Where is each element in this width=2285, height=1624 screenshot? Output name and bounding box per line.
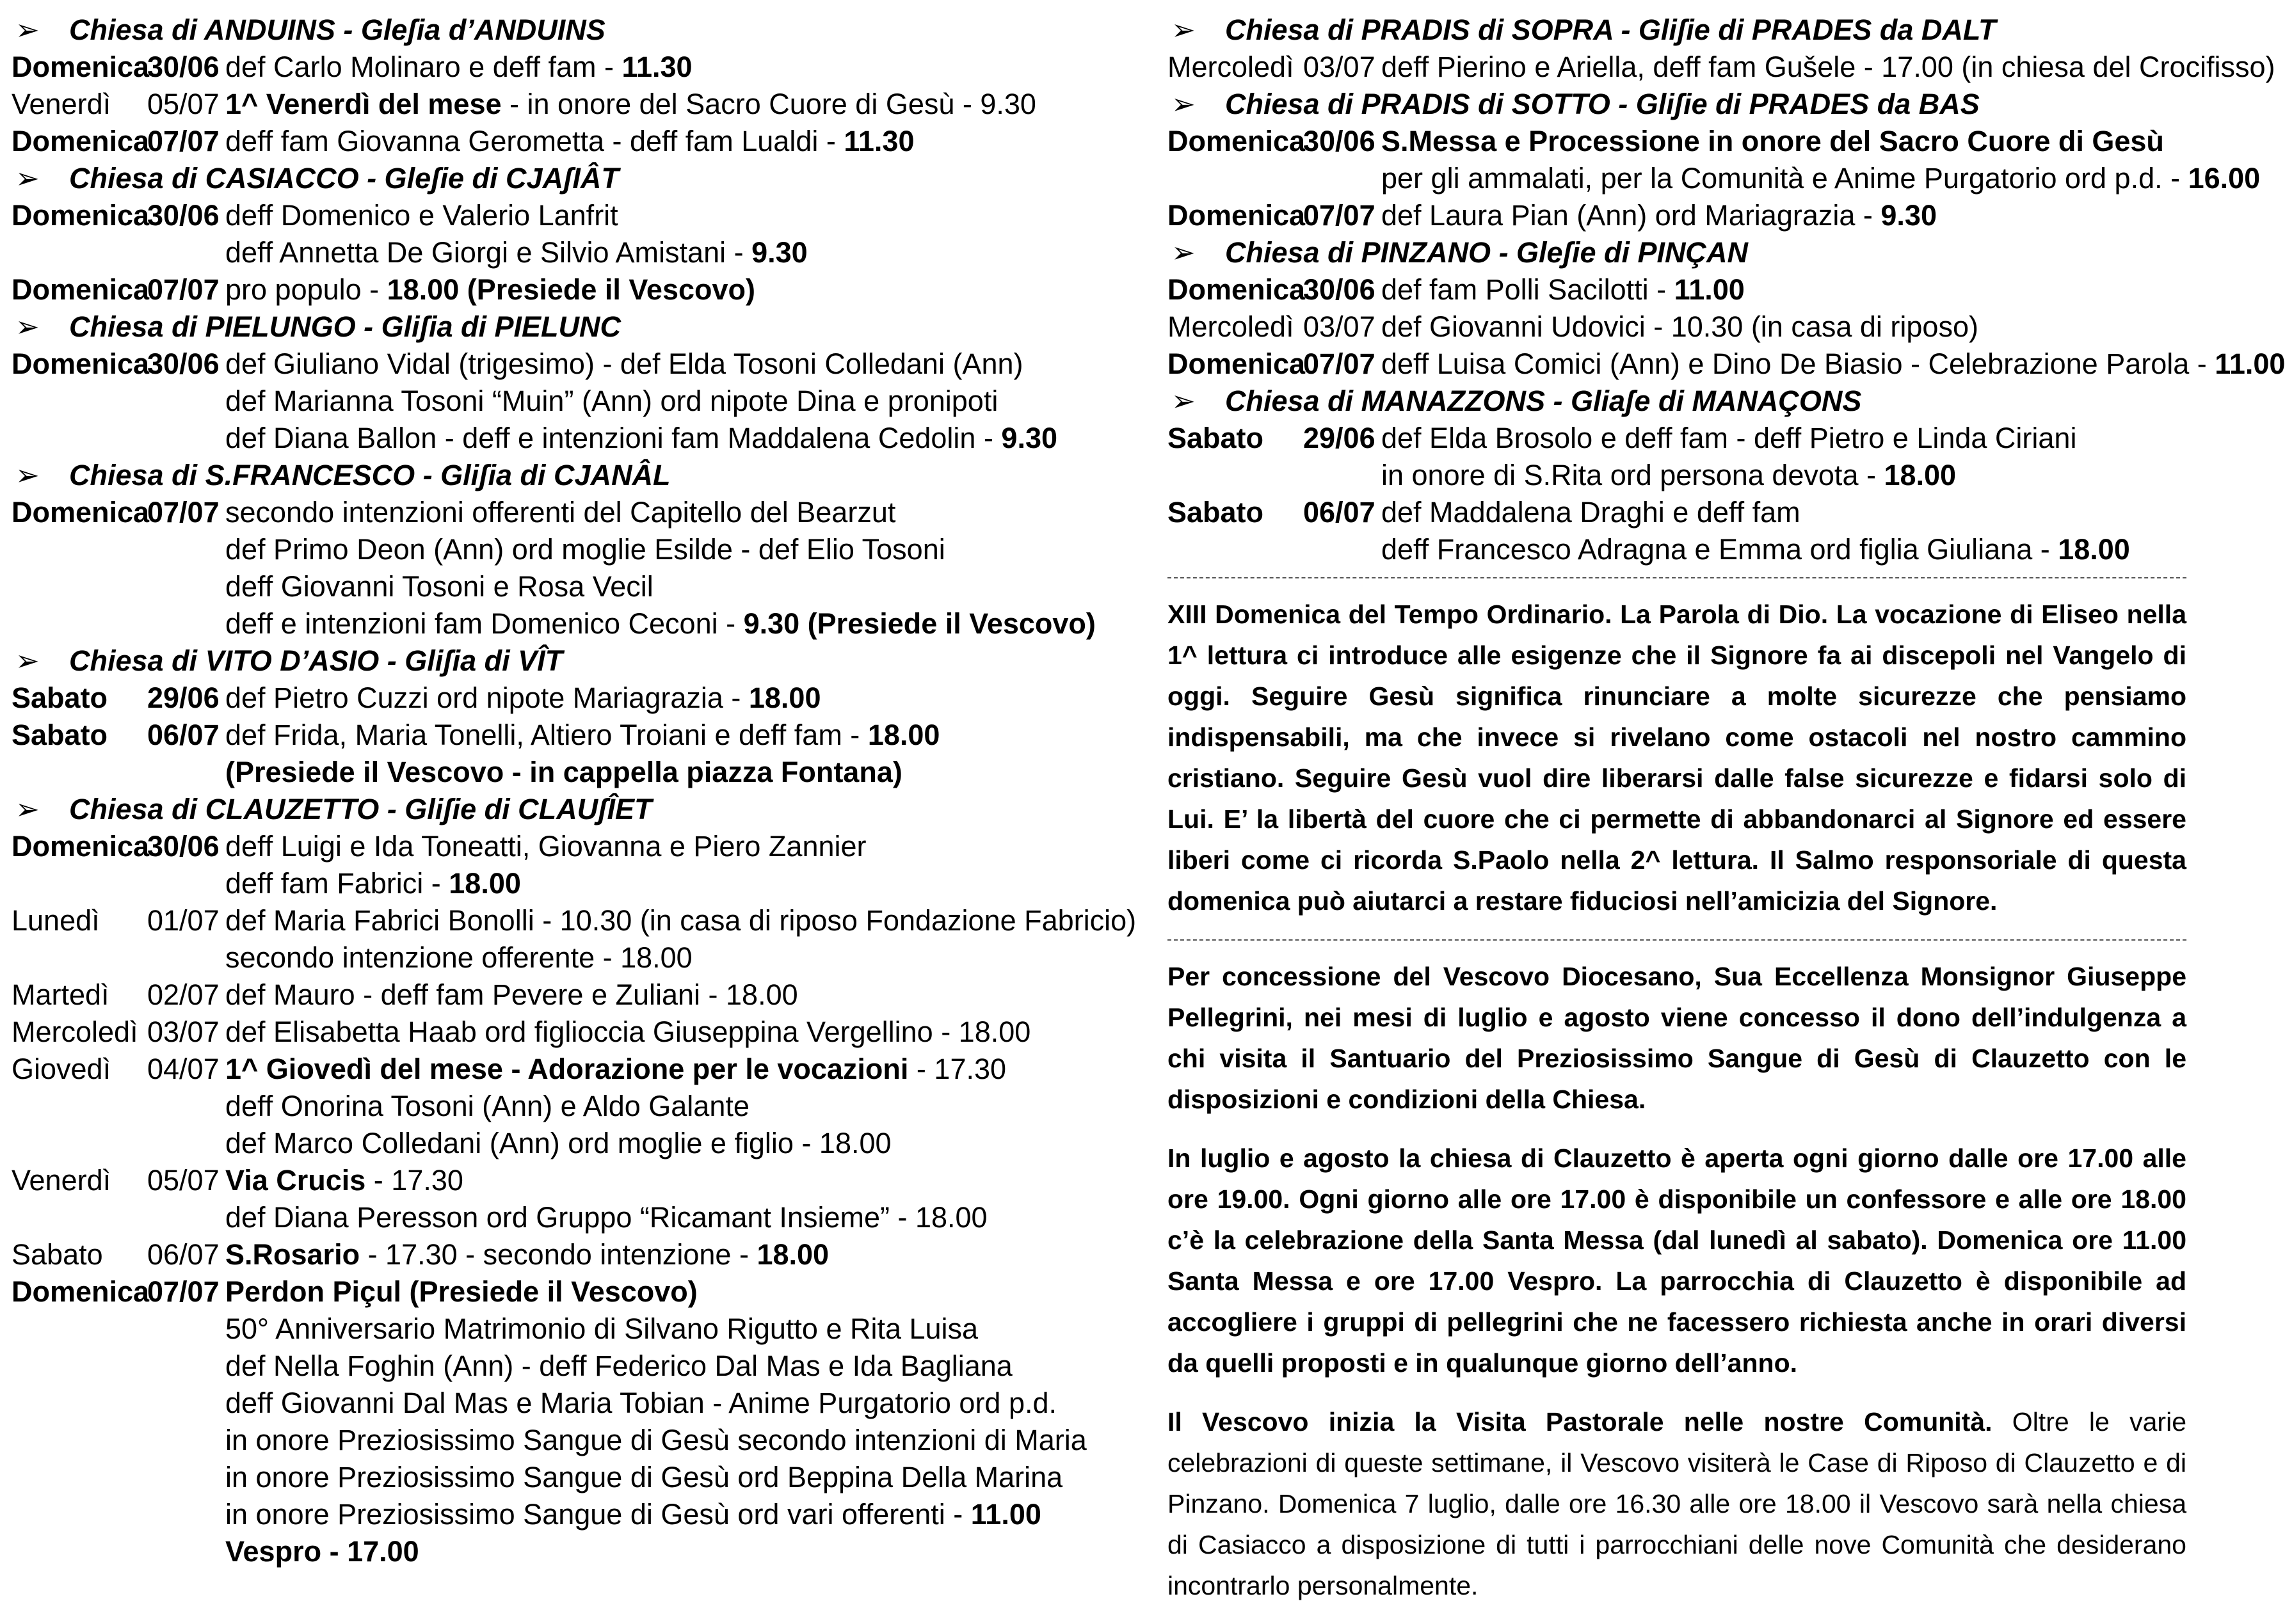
schedule-entry bbox=[1167, 197, 2186, 234]
schedule-entry bbox=[12, 1236, 1100, 1273]
pastoral-visit-paragraph bbox=[1167, 1401, 2186, 1606]
entry-text-segment: 9.30 bbox=[1001, 422, 1058, 454]
entry-line bbox=[12, 1385, 1100, 1422]
entry-text bbox=[225, 680, 821, 717]
entry-text-segment: def Nella Foghin (Ann) - deff Federico Dal Mas e Ida Bagliana bbox=[225, 1349, 1013, 1382]
entry-text bbox=[225, 1162, 463, 1199]
schedule-entry bbox=[12, 976, 1100, 1014]
entry-day: Domenica bbox=[12, 830, 150, 863]
entry-line bbox=[12, 902, 1137, 939]
separator bbox=[1167, 939, 2186, 941]
church-heading bbox=[12, 308, 1100, 346]
schedule-entry bbox=[12, 49, 1100, 86]
entry-text-segment: def fam Polli Sacilotti - bbox=[1381, 273, 1674, 306]
entry-text bbox=[225, 1088, 750, 1125]
entry-day: Sabato bbox=[12, 681, 108, 714]
entry-line bbox=[1167, 271, 2186, 308]
entry-text-segment: deff Luigi e Ida Toneatti, Giovanna e Piero Zannier bbox=[225, 830, 867, 863]
entry-text-segment: deff Francesco Adragna e Emma ord figlia Giuliana - bbox=[1381, 533, 2058, 566]
entry-date: 06/07 bbox=[1303, 496, 1375, 529]
entry-line bbox=[12, 420, 1100, 457]
pastoral-visit-text: Oltre le varie celebrazioni di queste settimane, il Vescovo visiterà le Case di Riposo di Clauzetto e di Pinzano. Domenica 7 luglio, dalle ore 16.30 alle ore 18.00 il Vescovo sarà nella chiesa di Casiacco a disposizione di tutti i parrocchiani delle nove Comunità che desiderano incontrarlo personalmente. bbox=[1167, 1407, 2186, 1600]
entry-text bbox=[225, 1236, 829, 1273]
left-column bbox=[12, 12, 1137, 1570]
schedule-entry bbox=[1167, 308, 2186, 346]
schedule-entry bbox=[12, 271, 1100, 308]
entry-text bbox=[1381, 271, 1745, 308]
entry-text bbox=[225, 197, 618, 234]
entry-text-segment: def Laura Pian (Ann) ord Mariagrazia - bbox=[1381, 199, 1881, 232]
entry-text-segment: secondo intenzioni offerenti del Capitello del Bearzut bbox=[225, 496, 896, 529]
entry-text-segment: Via Crucis bbox=[225, 1164, 366, 1197]
entry-date: 30/06 bbox=[147, 347, 220, 380]
entry-text-segment: def Diana Ballon - deff e intenzioni fam Maddalena Cedolin - bbox=[225, 422, 1002, 454]
entry-text-segment: 9.30 bbox=[751, 236, 808, 269]
entry-text bbox=[225, 494, 895, 531]
church-heading bbox=[12, 12, 1100, 49]
entry-date: 04/07 bbox=[147, 1053, 220, 1085]
entry-date: 06/07 bbox=[147, 1238, 220, 1271]
entry-date: 02/07 bbox=[147, 978, 220, 1011]
entry-text bbox=[1381, 494, 1800, 531]
schedule-entry bbox=[1167, 420, 2186, 494]
entry-text-segment: deff Pierino e Ariella, deff fam Gušele - 17.00 (in chiesa del Crocifisso) bbox=[1381, 51, 2275, 83]
entry-text bbox=[1381, 123, 2164, 160]
entry-text bbox=[1381, 457, 1956, 494]
entry-line bbox=[12, 1310, 1100, 1348]
entry-text-segment: deff fam Giovanna Gerometta - deff fam Lualdi - bbox=[225, 125, 844, 157]
entry-line bbox=[12, 49, 1100, 86]
entry-line bbox=[1167, 531, 2186, 568]
entry-text-segment: deff Annetta De Giorgi e Silvio Amistani - bbox=[225, 236, 752, 269]
entry-line bbox=[12, 1014, 1100, 1051]
entry-line bbox=[12, 494, 1100, 531]
entry-text-segment: def Elisabetta Haab ord figlioccia Giuseppina Vergellino - 18.00 bbox=[225, 1015, 1031, 1048]
entry-day: Domenica bbox=[12, 273, 150, 306]
entry-line bbox=[12, 828, 1100, 865]
entry-text bbox=[225, 1533, 419, 1570]
entry-text-segment: Perdon Piçul (Presiede il Vescovo) bbox=[225, 1275, 698, 1308]
entry-day: Sabato bbox=[1167, 496, 1264, 529]
entry-line bbox=[12, 86, 1100, 123]
schedule-entry bbox=[12, 123, 1100, 160]
entry-text-segment: def Primo Deon (Ann) ord moglie Esilde - def Elio Tosoni bbox=[225, 533, 945, 566]
arrow-bullet-icon: ➢ bbox=[15, 644, 40, 677]
indulgence-paragraph: Per concessione del Vescovo Diocesano, Sua Eccellenza Monsignor Giuseppe Pellegrini, nei mesi di luglio e agosto viene concesso il dono dell’indulgenza a chi visita il Santuario del Preziosissimo Sangue di Gesù di Clauzetto con le disposizioni e condizioni della Chiesa. bbox=[1167, 962, 2186, 1114]
schedule-entry bbox=[1167, 123, 2261, 197]
entry-day: Martedì bbox=[12, 978, 109, 1011]
entry-text-segment: - 17.30 - secondo intenzione - bbox=[360, 1238, 757, 1271]
entry-text-segment: S.Rosario bbox=[225, 1238, 360, 1271]
opening-hours-paragraph: In luglio e agosto la chiesa di Clauzetto è aperta ogni giorno dalle ore 17.00 alle ore 19.00. Ogni giorno alle ore 17.00 è disponibile un confessore e alle ore 18.00 c’è la celebrazione della Santa Messa (dal lunedì al sabato). Domenica ore 11.00 Santa Messa e ore 17.00 Vespro. La parrocchia di Clauzetto è disponibile ad accogliere i gruppi di pellegrini che ne facessero richiesta anche in orari diversi da quelli proposti e in qualunque giorno dell’anno. bbox=[1167, 1143, 2186, 1378]
entry-line bbox=[12, 1533, 1100, 1570]
entry-date: 06/07 bbox=[147, 719, 220, 751]
church-name: Chiesa di S.FRANCESCO - Gliʃia di CJANÂL bbox=[69, 459, 671, 491]
entry-text bbox=[225, 383, 998, 420]
arrow-bullet-icon: ➢ bbox=[15, 459, 40, 491]
entry-text bbox=[225, 531, 945, 568]
entry-text bbox=[1381, 346, 2285, 383]
entry-line bbox=[1167, 308, 2186, 346]
schedule-entry bbox=[12, 197, 1100, 271]
entry-date: 30/06 bbox=[147, 199, 220, 232]
entry-day: Domenica bbox=[1167, 125, 1306, 157]
church-name: Chiesa di ANDUINS - Gleʃia d’ANDUINS bbox=[69, 13, 605, 46]
schedule-entry bbox=[1167, 494, 2186, 568]
entry-text-segment: def Carlo Molinaro e deff fam - bbox=[225, 51, 622, 83]
entry-text-segment: deff Giovanni Dal Mas e Maria Tobian - Anime Purgatorio ord p.d. bbox=[225, 1387, 1057, 1419]
arrow-bullet-icon: ➢ bbox=[1171, 236, 1196, 269]
entry-text bbox=[1381, 308, 1978, 346]
church-name: Chiesa di VITO D’ASIO - Gliʃia di VÎT bbox=[69, 644, 563, 677]
entry-day: Sabato bbox=[12, 719, 108, 751]
entry-text bbox=[225, 1273, 698, 1310]
entry-day: Domenica bbox=[12, 347, 150, 380]
entry-text-segment: 18.00 (Presiede il Vescovo) bbox=[387, 273, 756, 306]
entry-text-segment: 18.00 bbox=[1884, 459, 1957, 491]
entry-line bbox=[12, 1125, 1100, 1162]
entry-text-segment: 11.30 bbox=[621, 51, 693, 83]
entry-text bbox=[1381, 420, 2076, 457]
entry-text bbox=[225, 1051, 1006, 1088]
entry-day: Venerdì bbox=[12, 1164, 111, 1197]
entry-text-segment: 1^ Giovedì del mese - Adorazione per le vocazioni bbox=[225, 1053, 909, 1085]
entry-text bbox=[225, 717, 940, 754]
entry-text-segment: 18.00 bbox=[449, 867, 521, 900]
entry-text bbox=[225, 271, 755, 308]
entry-line bbox=[12, 976, 1100, 1014]
entry-text-segment: 18.00 bbox=[867, 719, 940, 751]
entry-line bbox=[12, 1236, 1100, 1273]
arrow-bullet-icon: ➢ bbox=[1171, 88, 1196, 120]
entry-day: Sabato bbox=[12, 1238, 103, 1271]
entry-text bbox=[225, 1199, 988, 1236]
entry-text bbox=[225, 828, 867, 865]
entry-text-segment: in onore Preziosissimo Sangue di Gesù ord vari offerenti - bbox=[225, 1498, 971, 1531]
entry-date: 07/07 bbox=[147, 1275, 220, 1308]
entry-line bbox=[12, 1422, 1100, 1459]
entry-text-segment: - 17.30 bbox=[365, 1164, 463, 1197]
entry-text-segment: - in onore del Sacro Cuore di Gesù - 9.30 bbox=[501, 88, 1036, 120]
entry-text-segment: deff Onorina Tosoni (Ann) e Aldo Galante bbox=[225, 1090, 750, 1122]
entry-date: 30/06 bbox=[1303, 125, 1375, 157]
entry-date: 30/06 bbox=[147, 51, 220, 83]
entry-text-segment: in onore Preziosissimo Sangue di Gesù secondo intenzioni di Maria bbox=[225, 1424, 1087, 1456]
entry-text-segment: def Marianna Tosoni “Muin” (Ann) ord nipote Dina e pronipoti bbox=[225, 385, 998, 417]
schedule-entry bbox=[1167, 346, 2285, 383]
entry-line bbox=[12, 1051, 1100, 1088]
entry-day: Giovedì bbox=[12, 1053, 111, 1085]
entry-text-segment: in onore Preziosissimo Sangue di Gesù ord Beppina Della Marina bbox=[225, 1461, 1063, 1493]
entry-text-segment: deff Domenico e Valerio Lanfrit bbox=[225, 199, 618, 232]
entry-text-segment: in onore di S.Rita ord persona devota - bbox=[1381, 459, 1884, 491]
right-schedule bbox=[1167, 12, 2285, 568]
schedule-entry bbox=[12, 680, 1100, 717]
entry-line bbox=[12, 717, 1100, 754]
entry-text-segment: 18.00 bbox=[757, 1238, 830, 1271]
entry-line bbox=[12, 346, 1100, 383]
entry-text bbox=[225, 420, 1057, 457]
entry-text-segment: def Giuliano Vidal (trigesimo) - def Elda Tosoni Colledani (Ann) bbox=[225, 347, 1023, 380]
entry-text-segment: per gli ammalati, per la Comunità e Anime Purgatorio ord p.d. - bbox=[1381, 162, 2188, 195]
entry-line bbox=[12, 1348, 1100, 1385]
church-name: Chiesa di CLAUZETTO - Gliʃie di CLAUʃÎET bbox=[69, 793, 652, 825]
entry-text-segment: def Maddalena Draghi e deff fam bbox=[1381, 496, 1800, 529]
entry-text-segment: def Elda Brosolo e deff fam - deff Pietro e Linda Ciriani bbox=[1381, 422, 2077, 454]
church-heading bbox=[12, 791, 1100, 828]
entry-date: 03/07 bbox=[1303, 51, 1375, 83]
entry-text-segment: def Mauro - deff fam Pevere e Zuliani - 18.00 bbox=[225, 978, 798, 1011]
entry-line bbox=[12, 531, 1100, 568]
separator bbox=[1167, 577, 2186, 578]
entry-text-segment: 1^ Venerdì del mese bbox=[225, 88, 502, 120]
entry-text bbox=[1381, 49, 2275, 86]
entry-text-segment: deff Giovanni Tosoni e Rosa Vecil bbox=[225, 570, 653, 603]
arrow-bullet-icon: ➢ bbox=[15, 162, 40, 195]
right-column bbox=[1167, 12, 2285, 1624]
entry-text bbox=[225, 1310, 978, 1348]
church-heading bbox=[1167, 12, 2186, 49]
entry-line bbox=[12, 1162, 1100, 1199]
entry-line bbox=[12, 1273, 1100, 1310]
entry-date: 03/07 bbox=[1303, 310, 1375, 343]
entry-line bbox=[12, 271, 1100, 308]
reflection-paragraph: XIII Domenica del Tempo Ordinario. La Parola di Dio. La vocazione di Eliseo nella 1^ lettura ci introduce alle esigenze che il Signore fa ai discepoli nel Vangelo di oggi. Seguire Gesù significa rinunciare a molte sicurezze che pensiamo indispensabili, ma che invece si rivelano come ostacoli nel nostro cammino cristiano. Seguire Gesù vuol dire liberarsi dalle false sicurezze e fidarsi solo di Lui. E’ la libertà del cuore che ci permette di abbandonarci al Signore ed essere liberi come ci ricorda S.Paolo nella 2^ lettura. Il Salmo responsoriale di questa domenica può aiutarci a restare fiduciosi nell’amicizia del Signore. bbox=[1167, 600, 2186, 916]
entry-date: 07/07 bbox=[147, 496, 220, 529]
schedule-entry bbox=[12, 902, 1137, 976]
entry-text bbox=[225, 902, 1136, 939]
entry-text bbox=[225, 1014, 1030, 1051]
entry-text bbox=[225, 86, 1036, 123]
entry-day: Domenica bbox=[1167, 199, 1306, 232]
entry-text bbox=[1381, 160, 2260, 197]
entry-line bbox=[1167, 420, 2186, 457]
schedule-entry bbox=[12, 494, 1100, 642]
arrow-bullet-icon: ➢ bbox=[15, 310, 40, 343]
entry-text-segment: 11.30 bbox=[844, 125, 915, 157]
schedule-entry bbox=[12, 86, 1100, 123]
arrow-bullet-icon: ➢ bbox=[15, 13, 40, 46]
church-name: Chiesa di PINZANO - Gleʃie di PINÇAN bbox=[1225, 236, 1748, 269]
entry-day: Domenica bbox=[12, 1275, 150, 1308]
entry-day: Domenica bbox=[12, 125, 150, 157]
entry-text-segment: 16.00 bbox=[2188, 162, 2261, 195]
entry-date: 07/07 bbox=[1303, 199, 1375, 232]
entry-text bbox=[225, 754, 902, 791]
entry-text-segment: def Diana Peresson ord Gruppo “Ricamant Insieme” - 18.00 bbox=[225, 1201, 988, 1234]
entry-text bbox=[225, 1385, 1057, 1422]
entry-text bbox=[225, 1459, 1062, 1496]
entry-line bbox=[1167, 494, 2186, 531]
church-heading bbox=[12, 457, 1100, 494]
entry-line bbox=[12, 1199, 1100, 1236]
church-heading bbox=[1167, 383, 2186, 420]
entry-text bbox=[225, 1348, 1013, 1385]
entry-date: 03/07 bbox=[147, 1015, 220, 1048]
entry-line bbox=[1167, 197, 2186, 234]
entry-line bbox=[12, 568, 1100, 605]
schedule-entry bbox=[1167, 49, 2275, 86]
entry-text bbox=[225, 1422, 1087, 1459]
church-name: Chiesa di PRADIS di SOPRA - Gliʃie di PRADES da DALT bbox=[1225, 13, 1996, 46]
entry-text-segment: 9.30 (Presiede il Vescovo) bbox=[743, 607, 1096, 640]
entry-text-segment: def Giovanni Udovici - 10.30 (in casa di riposo) bbox=[1381, 310, 1978, 343]
entry-day: Domenica bbox=[12, 51, 150, 83]
arrow-bullet-icon: ➢ bbox=[1171, 385, 1196, 417]
entry-date: 05/07 bbox=[147, 88, 220, 120]
entry-text-segment: 11.00 bbox=[2215, 347, 2285, 380]
entry-text bbox=[225, 865, 521, 902]
entry-line bbox=[12, 1496, 1100, 1533]
entry-line bbox=[1167, 457, 2186, 494]
entry-line bbox=[1167, 346, 2285, 383]
entry-day: Venerdì bbox=[12, 88, 111, 120]
schedule-entry bbox=[12, 828, 1100, 902]
entry-text bbox=[225, 568, 653, 605]
entry-date: 07/07 bbox=[147, 273, 220, 306]
church-heading bbox=[12, 642, 1100, 680]
entry-day: Domenica bbox=[12, 199, 150, 232]
entry-date: 30/06 bbox=[147, 830, 220, 863]
entry-text bbox=[225, 346, 1023, 383]
pastoral-visit-title: Il Vescovo inizia la Visita Pastorale nelle nostre Comunità. bbox=[1167, 1407, 1992, 1437]
entry-text-segment: Vespro - 17.00 bbox=[225, 1535, 419, 1568]
entry-text-segment: S.Messa e Processione in onore del Sacro Cuore di Gesù bbox=[1381, 125, 2164, 157]
entry-text-segment: def Marco Colledani (Ann) ord moglie e figlio - 18.00 bbox=[225, 1127, 892, 1159]
entry-text-segment: pro populo - bbox=[225, 273, 387, 306]
entry-line bbox=[1167, 160, 2261, 197]
entry-line bbox=[12, 383, 1100, 420]
entry-line bbox=[12, 1459, 1100, 1496]
entry-text bbox=[1381, 531, 2130, 568]
entry-text-segment: secondo intenzione offerente - 18.00 bbox=[225, 941, 693, 974]
entry-day: Sabato bbox=[1167, 422, 1264, 454]
entry-text-segment: def Maria Fabrici Bonolli - 10.30 (in casa di riposo Fondazione Fabricio) bbox=[225, 904, 1137, 937]
entry-line bbox=[12, 605, 1100, 642]
church-heading bbox=[1167, 86, 2186, 123]
entry-date: 01/07 bbox=[147, 904, 220, 937]
entry-line bbox=[12, 865, 1100, 902]
arrow-bullet-icon: ➢ bbox=[1171, 13, 1196, 46]
entry-line bbox=[12, 123, 1100, 160]
entry-date: 29/06 bbox=[1303, 422, 1375, 454]
entry-text bbox=[1381, 197, 1937, 234]
entry-date: 30/06 bbox=[1303, 273, 1375, 306]
entry-date: 07/07 bbox=[1303, 347, 1375, 380]
entry-text bbox=[225, 234, 808, 271]
entry-text bbox=[225, 605, 1096, 642]
entry-line bbox=[1167, 49, 2275, 86]
schedule-entry bbox=[12, 346, 1100, 457]
entry-text-segment: def Frida, Maria Tonelli, Altiero Troiani e deff fam - bbox=[225, 719, 868, 751]
entry-text-segment: 11.00 bbox=[970, 1498, 1041, 1531]
entry-day: Lunedì bbox=[12, 904, 100, 937]
entry-date: 29/06 bbox=[147, 681, 220, 714]
entry-day: Mercoledì bbox=[12, 1015, 138, 1048]
schedule-entry bbox=[12, 1051, 1100, 1162]
entry-text bbox=[225, 976, 798, 1014]
entry-text-segment: 50° Anniversario Matrimonio di Silvano Rigutto e Rita Luisa bbox=[225, 1312, 979, 1345]
entry-text-segment: 11.00 bbox=[1674, 273, 1745, 306]
entry-text-segment: 9.30 bbox=[1880, 199, 1937, 232]
arrow-bullet-icon: ➢ bbox=[15, 793, 40, 825]
entry-line bbox=[12, 939, 1100, 976]
entry-day: Mercoledì bbox=[1167, 51, 1294, 83]
entry-text-segment: 18.00 bbox=[2058, 533, 2130, 566]
entry-text-segment: 18.00 bbox=[748, 681, 821, 714]
entry-line bbox=[12, 1088, 1100, 1125]
entry-line bbox=[12, 680, 1100, 717]
entry-text-segment: (Presiede il Vescovo - in cappella piazza Fontana) bbox=[225, 756, 902, 788]
schedule-entry bbox=[12, 1273, 1100, 1570]
church-heading bbox=[1167, 234, 2186, 271]
schedule-entry bbox=[12, 1014, 1100, 1051]
schedule-entry bbox=[12, 717, 1100, 791]
entry-date: 07/07 bbox=[147, 125, 220, 157]
schedule-entry bbox=[12, 1162, 1100, 1236]
entry-line bbox=[1167, 123, 2186, 160]
entry-text-segment: - 17.30 bbox=[908, 1053, 1007, 1085]
entry-date: 05/07 bbox=[147, 1164, 220, 1197]
entry-text bbox=[225, 1125, 892, 1162]
church-name: Chiesa di PRADIS di SOTTO - Gliʃie di PRADES da BAS bbox=[1225, 88, 1980, 120]
entry-text-segment: deff Luisa Comici (Ann) e Dino De Biasio - Celebrazione Parola - bbox=[1381, 347, 2215, 380]
entry-text-segment: deff fam Fabrici - bbox=[225, 867, 449, 900]
entry-text bbox=[225, 1496, 1041, 1533]
entry-day: Domenica bbox=[12, 496, 150, 529]
entry-text bbox=[225, 939, 693, 976]
entry-day: Domenica bbox=[1167, 273, 1306, 306]
entry-day: Domenica bbox=[1167, 347, 1306, 380]
church-name: Chiesa di PIELUNGO - Gliʃia di PIELUNC bbox=[69, 310, 621, 343]
entry-line bbox=[12, 234, 1100, 271]
entry-text-segment: def Pietro Cuzzi ord nipote Mariagrazia - bbox=[225, 681, 749, 714]
church-name: Chiesa di CASIACCO - Gleʃie di CJAʃIÂT bbox=[69, 162, 619, 195]
entry-line bbox=[12, 754, 1100, 791]
church-heading bbox=[12, 160, 1100, 197]
entry-line bbox=[12, 197, 1100, 234]
church-name: Chiesa di MANAZZONS - Gliaʃe di MANAÇONS bbox=[1225, 385, 1862, 417]
entry-text bbox=[225, 49, 693, 86]
entry-text-segment: deff e intenzioni fam Domenico Ceconi - bbox=[225, 607, 744, 640]
entry-day: Mercoledì bbox=[1167, 310, 1294, 343]
schedule-entry bbox=[1167, 271, 2186, 308]
entry-text bbox=[225, 123, 914, 160]
